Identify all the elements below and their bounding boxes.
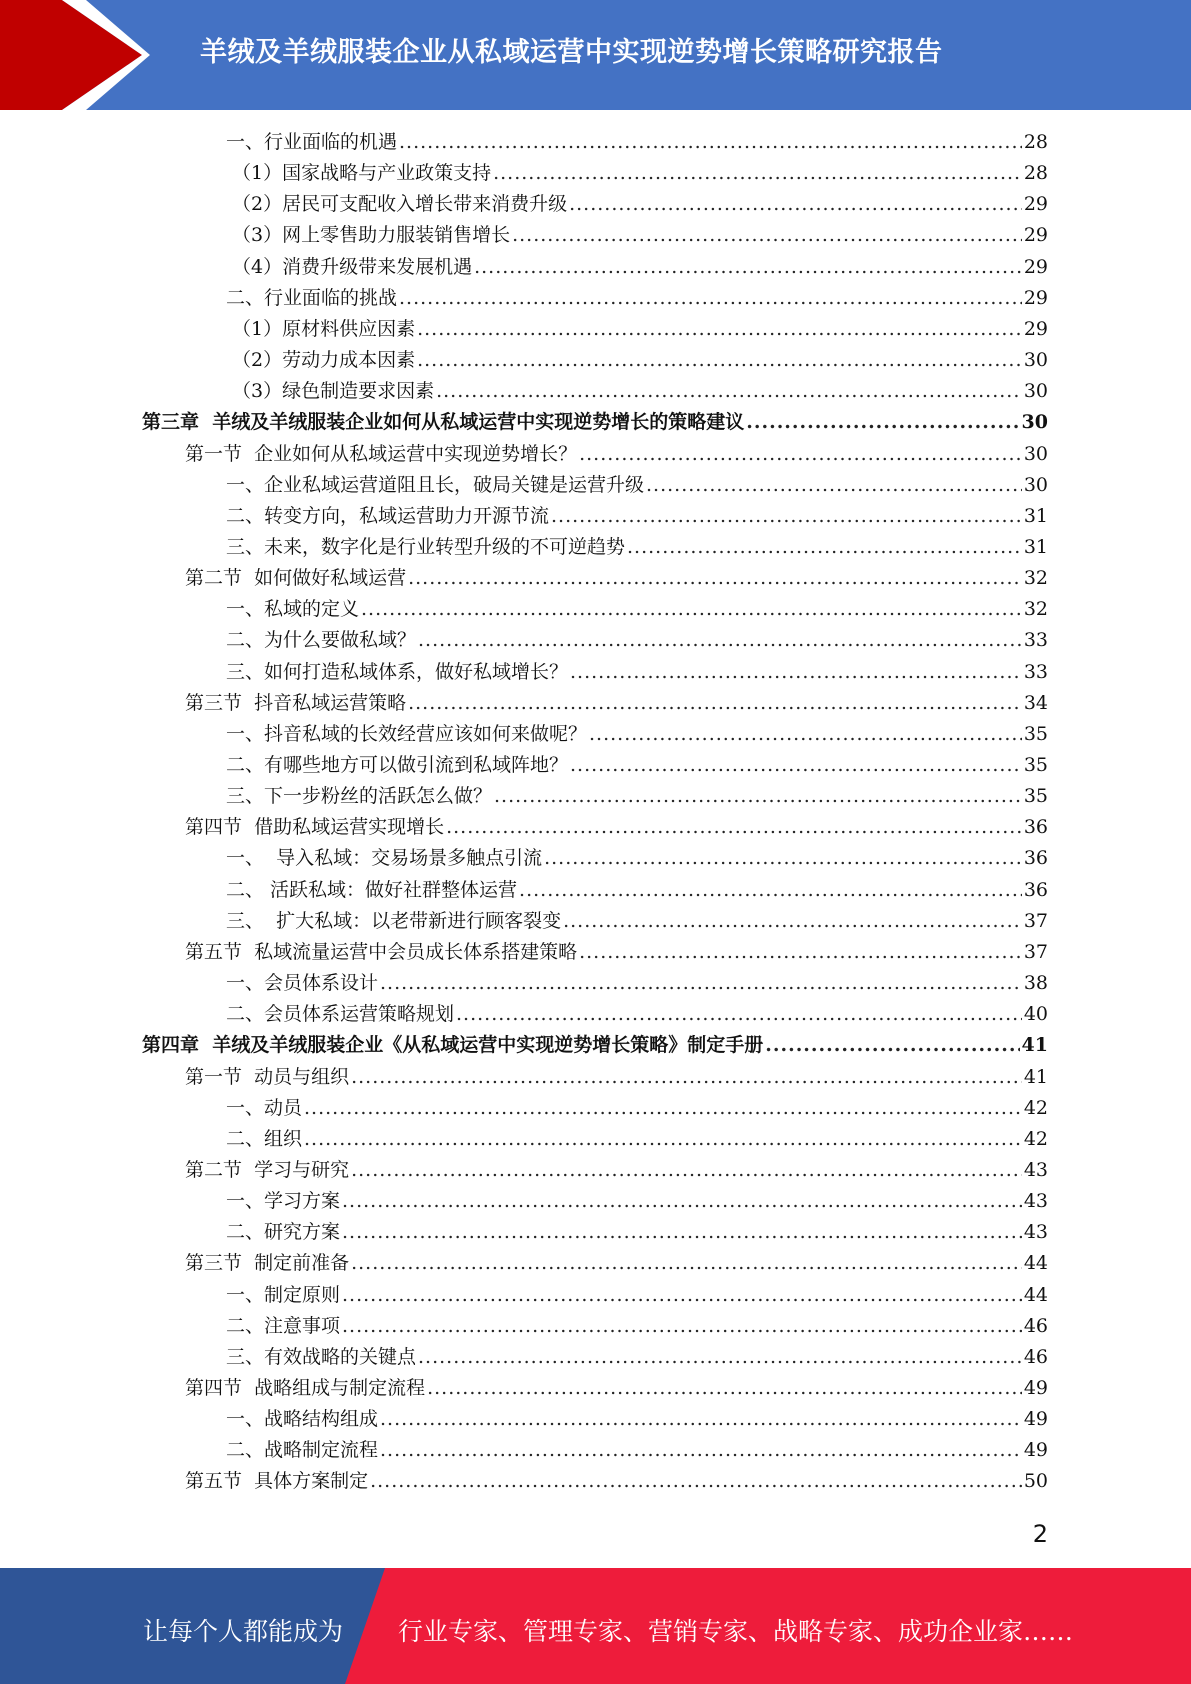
toc-dot-leader <box>446 812 1022 843</box>
toc-subsection-entry[interactable] <box>232 314 1048 345</box>
toc-entry-page: 35 <box>1023 754 1048 776</box>
toc-dot-leader <box>746 407 1019 438</box>
toc-subsection-entry[interactable] <box>226 1404 1048 1435</box>
toc-section-entry[interactable] <box>185 1373 1048 1404</box>
toc-subsection-entry[interactable] <box>226 968 1048 999</box>
toc-entry-label: 一、行业面临的机遇 <box>226 131 398 153</box>
toc-dot-leader <box>512 220 1022 251</box>
header-title: 羊绒及羊绒服装企业从私域运营中实现逆势增长策略研究报告 <box>200 37 943 68</box>
toc-entry-page: 42 <box>1023 1128 1048 1150</box>
toc-entry-label: 第一节 动员与组织 <box>185 1066 350 1088</box>
toc-subsection-entry[interactable] <box>226 999 1048 1030</box>
toc-dot-leader <box>304 1093 1022 1124</box>
toc-dot-leader <box>304 1124 1022 1155</box>
toc-entry-page: 29 <box>1023 256 1048 278</box>
toc-entry-page: 29 <box>1023 318 1048 340</box>
toc-subsection-entry[interactable] <box>226 625 1048 656</box>
toc-entry-page: 33 <box>1023 661 1048 683</box>
toc-dot-leader <box>418 1342 1022 1373</box>
toc-entry-page: 50 <box>1023 1470 1048 1492</box>
toc-subsection-entry[interactable] <box>226 719 1048 750</box>
toc-subsection-entry[interactable] <box>232 220 1048 251</box>
toc-entry-label: 二、战略制定流程 <box>226 1439 379 1461</box>
toc-dot-leader <box>493 158 1022 189</box>
toc-entry-page: 29 <box>1023 287 1048 309</box>
toc-dot-leader <box>342 1186 1022 1217</box>
toc-entry-page: 32 <box>1023 567 1048 589</box>
toc-dot-leader <box>399 283 1022 314</box>
toc-dot-leader <box>370 1466 1022 1497</box>
toc-dot-leader <box>579 439 1022 470</box>
toc-entry-label: 第四节 借助私域运营实现增长 <box>185 816 445 838</box>
toc-subsection-entry[interactable] <box>226 532 1048 563</box>
toc-dot-leader <box>563 906 1022 937</box>
toc-dot-leader <box>408 688 1022 719</box>
toc-dot-leader <box>456 999 1022 1030</box>
toc-subsection-entry[interactable] <box>226 1124 1048 1155</box>
toc-section-entry[interactable] <box>185 688 1048 719</box>
toc-entry-page: 29 <box>1023 224 1048 246</box>
toc-dot-leader <box>418 625 1022 656</box>
toc-entry-page: 49 <box>1023 1377 1048 1399</box>
toc-dot-leader <box>436 376 1022 407</box>
toc-entry-label: 第一节 企业如何从私域运营中实现逆势增长？ <box>185 443 578 465</box>
footer-slogan-right: 行业专家、管理专家、营销专家、战略专家、成功企业家…… <box>398 1617 1074 1646</box>
toc-entry-label: 二、行业面临的挑战 <box>226 287 398 309</box>
toc-section-entry[interactable] <box>185 812 1048 843</box>
toc-entry-label: （1）原材料供应因素 <box>232 318 416 340</box>
toc-subsection-entry[interactable] <box>226 843 1048 874</box>
toc-entry-page: 37 <box>1023 941 1048 963</box>
toc-subsection-entry[interactable] <box>226 875 1048 906</box>
toc-entry-page: 34 <box>1023 692 1048 714</box>
toc-entry-label: 三、如何打造私域体系，做好私域增长？ <box>226 661 569 683</box>
toc-subsection-entry[interactable] <box>232 252 1048 283</box>
toc-dot-leader <box>342 1217 1022 1248</box>
toc-section-entry[interactable] <box>185 439 1048 470</box>
toc-entry-label: 一、制定原则 <box>226 1284 341 1306</box>
toc-dot-leader <box>579 937 1022 968</box>
toc-entry-label: 一、学习方案 <box>226 1190 341 1212</box>
toc-entry-page: 36 <box>1023 847 1048 869</box>
toc-entry-page: 35 <box>1023 785 1048 807</box>
toc-entry-label: 二、有哪些地方可以做引流到私域阵地？ <box>226 754 569 776</box>
toc-dot-leader <box>544 843 1022 874</box>
toc-entry-page: 32 <box>1023 598 1048 620</box>
toc-subsection-entry[interactable] <box>226 781 1048 812</box>
toc-chapter-entry[interactable] <box>142 1030 1048 1061</box>
toc-entry-page: 49 <box>1023 1408 1048 1430</box>
toc-entry-page: 31 <box>1023 536 1048 558</box>
toc-entry-page: 43 <box>1023 1221 1048 1243</box>
toc-entry-page: 29 <box>1023 193 1048 215</box>
toc-entry-page: 37 <box>1023 910 1048 932</box>
toc-section-entry[interactable] <box>185 1155 1048 1186</box>
toc-entry-page: 30 <box>1023 380 1048 402</box>
toc-entry-label: 一、企业私域运营道阻且长，破局关键是运营升级 <box>226 474 645 496</box>
toc-entry-label: 一、会员体系设计 <box>226 972 379 994</box>
toc-subsection-entry[interactable] <box>226 1280 1048 1311</box>
toc-dot-leader <box>589 719 1022 750</box>
toc-dot-leader <box>351 1155 1022 1186</box>
toc-entry-page: 44 <box>1023 1252 1048 1274</box>
toc-entry-label: 三、有效战略的关键点 <box>226 1346 417 1368</box>
toc-section-entry[interactable] <box>185 1248 1048 1279</box>
toc-entry-label: 一、动员 <box>226 1097 303 1119</box>
toc-entry-page: 30 <box>1021 411 1048 433</box>
toc-entry-label: 三、未来，数字化是行业转型升级的不可逆趋势 <box>226 536 626 558</box>
toc-entry-label: 二、会员体系运营策略规划 <box>226 1003 455 1025</box>
toc-entry-page: 28 <box>1023 162 1048 184</box>
toc-entry-page: 30 <box>1023 443 1048 465</box>
toc-dot-leader <box>408 563 1022 594</box>
toc-entry-label: 第三节 抖音私域运营策略 <box>185 692 407 714</box>
toc-entry-page: 28 <box>1023 131 1048 153</box>
toc-subsection-entry[interactable] <box>226 1093 1048 1124</box>
toc-entry-page: 44 <box>1023 1284 1048 1306</box>
toc-entry-page: 43 <box>1023 1159 1048 1181</box>
toc-entry-page: 41 <box>1021 1034 1048 1056</box>
toc-subsection-entry[interactable] <box>226 283 1048 314</box>
toc-entry-label: 一、 导入私域：交易场景多触点引流 <box>226 847 543 869</box>
toc-entry-label: 第三章 羊绒及羊绒服装企业如何从私域运营中实现逆势增长的策略建议 <box>142 411 745 433</box>
toc-entry-label: 二、转变方向，私域运营助力开源节流 <box>226 505 550 527</box>
toc-entry-label: （3）网上零售助力服装销售增长 <box>232 224 511 246</box>
toc-entry-label: （2）劳动力成本因素 <box>232 349 416 371</box>
toc-entry-label: 三、 扩大私域：以老带新进行顾客裂变 <box>226 910 562 932</box>
page-number: 2 <box>1032 1520 1048 1548</box>
toc-subsection-entry[interactable] <box>226 1186 1048 1217</box>
toc-entry-page: 35 <box>1023 723 1048 745</box>
toc-entry-page: 42 <box>1023 1097 1048 1119</box>
toc-entry-label: 一、战略结构组成 <box>226 1408 379 1430</box>
toc-entry-label: 二、 活跃私域：做好社群整体运营 <box>226 879 518 901</box>
toc-dot-leader <box>361 594 1022 625</box>
toc-entry-label: 二、研究方案 <box>226 1221 341 1243</box>
toc-entry-label: 第二节 学习与研究 <box>185 1159 350 1181</box>
toc-dot-leader <box>551 501 1022 532</box>
toc-dot-leader <box>570 750 1022 781</box>
toc-entry-page: 46 <box>1023 1315 1048 1337</box>
toc-subsection-entry[interactable] <box>226 127 1048 158</box>
toc-dot-leader <box>427 1373 1022 1404</box>
toc-entry-page: 49 <box>1023 1439 1048 1461</box>
toc-dot-leader <box>399 127 1022 158</box>
toc-subsection-entry[interactable] <box>226 1217 1048 1248</box>
toc-dot-leader <box>380 1435 1022 1466</box>
toc-entry-label: （2）居民可支配收入增长带来消费升级 <box>232 193 568 215</box>
toc-entry-page: 30 <box>1023 349 1048 371</box>
toc-entry-page: 41 <box>1023 1066 1048 1088</box>
toc-dot-leader <box>646 470 1022 501</box>
toc-dot-leader <box>417 314 1022 345</box>
toc-entry-page: 30 <box>1023 474 1048 496</box>
toc-subsection-entry[interactable] <box>226 501 1048 532</box>
toc-entry-page: 31 <box>1023 505 1048 527</box>
toc-entry-label: 三、下一步粉丝的活跃怎么做？ <box>226 785 493 807</box>
toc-section-entry[interactable] <box>185 937 1048 968</box>
toc-entry-page: 33 <box>1023 629 1048 651</box>
toc-subsection-entry[interactable] <box>226 1342 1048 1373</box>
toc-dot-leader <box>351 1062 1022 1093</box>
toc-entry-page: 36 <box>1023 879 1048 901</box>
toc-section-entry[interactable] <box>185 1466 1048 1497</box>
toc-entry-label: 第四节 战略组成与制定流程 <box>185 1377 426 1399</box>
toc-subsection-entry[interactable] <box>226 657 1048 688</box>
toc-subsection-entry[interactable] <box>226 750 1048 781</box>
toc-entry-page: 46 <box>1023 1346 1048 1368</box>
toc-subsection-entry[interactable] <box>226 906 1048 937</box>
toc-entry-label: 第四章 羊绒及羊绒服装企业《从私域运营中实现逆势增长策略》制定手册 <box>142 1034 764 1056</box>
toc-dot-leader <box>417 345 1022 376</box>
toc-subsection-entry[interactable] <box>226 1435 1048 1466</box>
toc-dot-leader <box>627 532 1022 563</box>
toc-entry-label: （3）绿色制造要求因素 <box>232 380 435 402</box>
toc-entry-label: 第三节 制定前准备 <box>185 1252 350 1274</box>
toc-entry-page: 38 <box>1023 972 1048 994</box>
toc-section-entry[interactable] <box>185 563 1048 594</box>
toc-subsection-entry[interactable] <box>226 470 1048 501</box>
toc-entry-label: （1）国家战略与产业政策支持 <box>232 162 492 184</box>
toc-entry-page: 43 <box>1023 1190 1048 1212</box>
toc-subsection-entry[interactable] <box>232 345 1048 376</box>
toc-dot-leader <box>342 1280 1022 1311</box>
page-footer <box>0 1568 1191 1684</box>
toc-entry-label: （4）消费升级带来发展机遇 <box>232 256 473 278</box>
toc-dot-leader <box>765 1030 1019 1061</box>
toc-entry-label: 一、抖音私域的长效经营应该如何来做呢？ <box>226 723 588 745</box>
toc-entry-label: 第五节 私域流量运营中会员成长体系搭建策略 <box>185 941 578 963</box>
toc-entry-label: 二、为什么要做私域？ <box>226 629 417 651</box>
toc-dot-leader <box>570 657 1022 688</box>
toc-dot-leader <box>342 1311 1022 1342</box>
toc-subsection-entry[interactable] <box>226 1311 1048 1342</box>
toc-entry-page: 40 <box>1023 1003 1048 1025</box>
toc-entry-label: 第五节 具体方案制定 <box>185 1470 369 1492</box>
toc-subsection-entry[interactable] <box>226 594 1048 625</box>
toc-dot-leader <box>519 875 1022 906</box>
toc-subsection-entry[interactable] <box>232 376 1048 407</box>
toc-dot-leader <box>380 1404 1022 1435</box>
toc-dot-leader <box>474 252 1022 283</box>
toc-chapter-entry[interactable] <box>142 407 1048 438</box>
toc-entry-label: 二、组织 <box>226 1128 303 1150</box>
toc-subsection-entry[interactable] <box>232 189 1048 220</box>
toc-entry-label: 二、注意事项 <box>226 1315 341 1337</box>
toc-entry-label: 第二节 如何做好私域运营 <box>185 567 407 589</box>
toc-entry-label: 一、私域的定义 <box>226 598 360 620</box>
toc-dot-leader <box>569 189 1022 220</box>
toc-dot-leader <box>380 968 1022 999</box>
toc-section-entry[interactable] <box>185 1062 1048 1093</box>
toc-subsection-entry[interactable] <box>232 158 1048 189</box>
footer-slogan-left: 让每个人都能成为 <box>143 1617 344 1646</box>
toc-dot-leader <box>494 781 1022 812</box>
toc-dot-leader <box>351 1248 1022 1279</box>
page-header <box>0 0 1191 110</box>
toc-entry-page: 36 <box>1023 816 1048 838</box>
